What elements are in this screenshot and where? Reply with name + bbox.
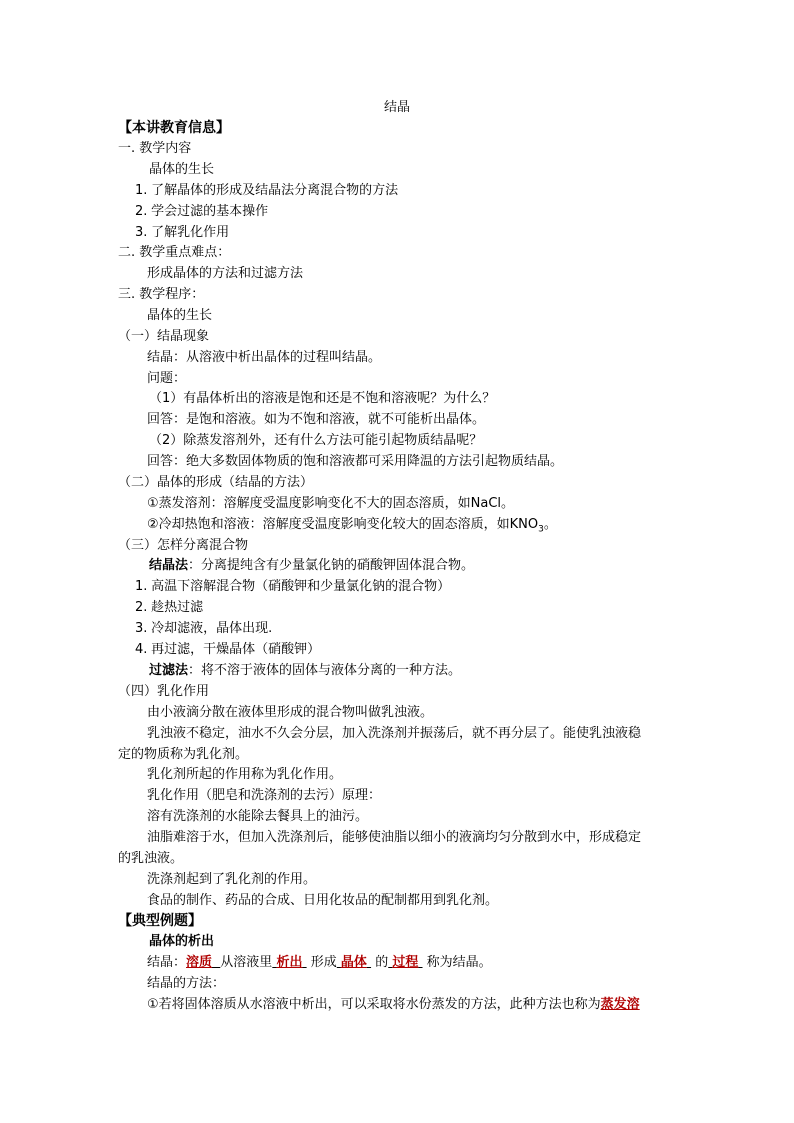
examples-topic: 晶体的析出 [149,934,215,949]
part4-para-5: 溶有洗涤剂的水能除去餐具上的油污。 [147,809,369,824]
part1-answer-2: 回答：绝大多数固体物质的饱和溶液都可采用降温的方法引起物质结晶。 [147,454,564,469]
process-heading: 三. 教学程序： [118,287,205,302]
part4-heading: （四）乳化作用 [118,684,210,699]
part1-question-label: 问题： [147,371,187,386]
key-text: 形成晶体的方法和过滤方法 [147,266,304,281]
part4-para-2b: 定的物质称为乳化剂。 [118,747,249,762]
blank-1: 溶质 [186,955,213,970]
part3-step-3: 3. 冷却滤液，晶体出现. [135,621,273,636]
content-item-1: 1. 了解晶体的形成及结晶法分离混合物的方法 [135,183,399,198]
part4-para-7: 洗涤剂起到了乳化剂的作用。 [147,872,317,887]
content-item-3: 3. 了解乳化作用 [135,225,230,240]
part1-question-1: （1）有晶体析出的溶液是饱和还是不饱和溶液呢？为什么？ [149,391,496,406]
part3-step-4: 4. 再过滤，干燥晶体（硝酸钾） [135,642,321,657]
examples-header: 【典型例题】 [118,913,202,929]
part2-method-2: ②冷却热饱和溶液：溶解度受温度影响变化较大的固态溶质，如$KNO_3$。 [147,517,557,535]
blank-2: 析出 [276,955,303,970]
content-item-2: 2. 学会过滤的基本操作 [135,204,269,219]
document-title: 结晶 [383,100,410,115]
part3-method: 结晶法：分离提纯含有少量氯化钠的硝酸钾固体混合物。 [149,558,475,573]
blank-4: 过程 [392,955,419,970]
part2-heading: （二）晶体的形成（结晶的方法） [118,475,314,490]
part4-para-6a: 油脂难溶于水，但加入洗涤剂后，能够使油脂以细小的液滴均匀分散到水中，形成稳定 [147,830,642,845]
part1-heading: （一）结晶现象 [118,329,210,344]
part3-filter: 过滤法：将不溶于液体的固体与液体分离的一种方法。 [149,663,462,678]
info-header: 【本讲教育信息】 [118,120,230,136]
part4-para-3: 乳化剂所起的作用称为乳化作用。 [147,767,343,782]
key-heading: 二. 教学重点难点： [118,245,231,260]
part1-question-2: （2）除蒸发溶剂外，还有什么方法可能引起物质结晶呢？ [149,433,483,448]
part2-method-1: ①蒸发溶剂：溶解度受温度影响变化不大的固态溶质，如NaCl。 [147,496,515,511]
content-topic: 晶体的生长 [149,162,215,177]
part4-para-6b: 的乳浊液。 [118,851,184,866]
part4-para-4: 乳化作用（肥皂和洗涤剂的去污）原理： [147,788,382,803]
part1-definition: 结晶：从溶液中析出晶体的过程叫结晶。 [147,350,382,365]
examples-fill-in: 结晶：溶质 从溶液里 析出 形成 晶体 的 过程 称为结晶。 [147,955,492,970]
content-heading: 一. 教学内容 [118,141,192,156]
blank-5: 蒸发溶 [600,997,640,1012]
part4-para-1: 由小液滴分散在液体里形成的混合物叫做乳浊液。 [147,705,434,720]
part3-step-2: 2. 趁热过滤 [135,600,204,615]
examples-method-label: 结晶的方法： [147,976,226,991]
examples-last-line: ①若将固体溶质从水溶液中析出，可以采取将水份蒸发的方法，此种方法也称为蒸发溶 [147,997,640,1012]
part3-step-1: 1. 高温下溶解混合物（硝酸钾和少量氯化钠的混合物） [135,579,451,594]
part4-para-8: 食品的制作、药品的合成、日用化妆品的配制都用到乳化剂。 [147,893,499,908]
part3-heading: （三）怎样分离混合物 [118,538,249,553]
blank-3: 晶体 [340,955,367,970]
part4-para-2a: 乳浊液不稳定，油水不久会分层，加入洗涤剂并振荡后，就不再分层了。能使乳浊液稳 [147,726,642,741]
part1-answer-1: 回答：是饱和溶液。如为不饱和溶液，就不可能析出晶体。 [147,412,486,427]
process-topic: 晶体的生长 [147,308,213,323]
